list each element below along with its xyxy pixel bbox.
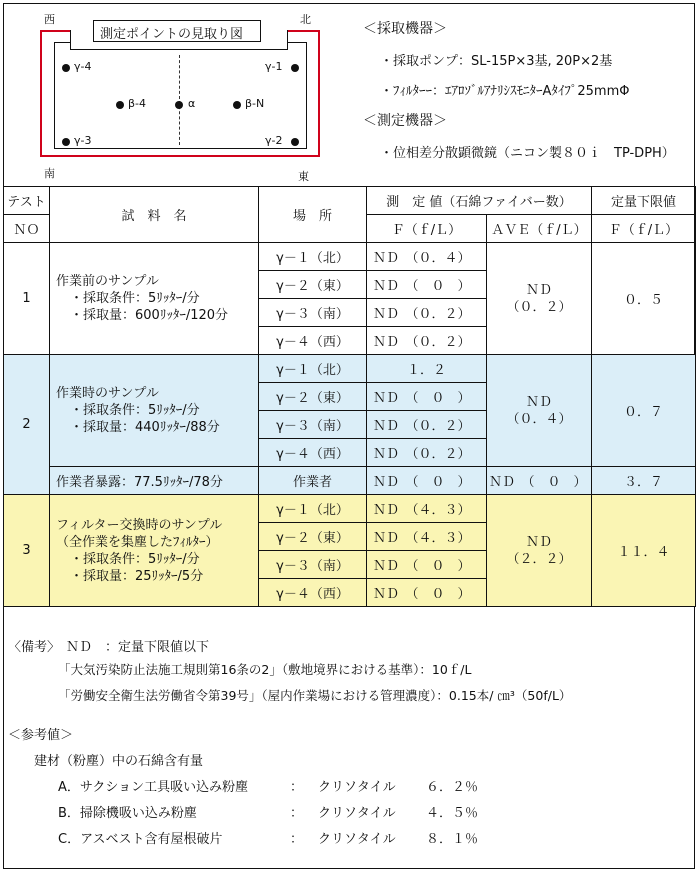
microscope-info: ・位相差分散顕微鏡（ニコン製８０ｉ TP-DPH） [380, 146, 675, 161]
header-measured-value: 測 定 値（石綿ファイバー数） [367, 187, 592, 215]
point-dot-g4 [62, 64, 70, 72]
limit-cell-2: ０．７ [592, 355, 696, 467]
place-cell: γ－４（西） [259, 579, 367, 607]
ave-value: （０．４） [506, 411, 572, 427]
sample-name-1 [50, 243, 259, 355]
place-cell: γ－３（南） [259, 551, 367, 579]
sample-title: 作業前のサンプル [56, 274, 159, 289]
table-row [4, 243, 696, 271]
worker-ave: ＮＤ （ ０ ） [487, 467, 592, 495]
ave-nd: ＮＤ [525, 534, 552, 550]
reference-label: ＜参考値＞ [8, 728, 74, 743]
building-outline [54, 42, 307, 149]
table-row [4, 495, 696, 523]
f-value-cell: ＮＤ （０．２） [367, 439, 487, 467]
f-value-cell: ＮＤ （０．２） [367, 411, 487, 439]
ref-b-value: ４．５％ [426, 806, 479, 821]
place-cell: γ－１（北） [259, 355, 367, 383]
test-no-1: 1 [4, 243, 50, 355]
header-ave: ＡＶＥ（ｆ/Ｌ） [487, 215, 592, 243]
nd-definition: ＮＤ ：定量下限値以下 [66, 640, 210, 655]
table-row [4, 355, 696, 383]
place-cell: γ－２（東） [259, 271, 367, 299]
header-place: 場 所 [259, 187, 367, 243]
place-cell: γ－２（東） [259, 383, 367, 411]
sample-volume: ・採取量：440ﾘｯﾀｰ/88分 [70, 420, 220, 435]
sample-volume: ・採取量：25ﾘｯﾀｰ/5分 [70, 568, 204, 584]
sample-condition: ・採取条件：5ﾘｯﾀｰ/分 [70, 291, 200, 306]
law-air-pollution: 「大気汚染防止法施工規則第16条の2」（敷地境界における基準）：10ｆ/L [58, 662, 472, 677]
sample-volume: ・採取量：600ﾘｯﾀｰ/120分 [70, 308, 229, 323]
point-label-g4: γ-4 [74, 60, 92, 73]
limit-cell-1: ０．５ [592, 243, 696, 355]
point-dot-b4 [116, 101, 124, 109]
worker-limit: ３．７ [592, 467, 696, 495]
place-cell: γ－４（西） [259, 327, 367, 355]
ave-nd: ＮＤ [525, 394, 552, 410]
ref-c-colon: ： [290, 832, 304, 847]
f-value-cell: ＮＤ （ ０ ） [367, 271, 487, 299]
f-value-cell: ＮＤ （０．４） [367, 243, 487, 271]
east-label: 東 [298, 170, 309, 183]
header-test: テスト [4, 187, 50, 215]
f-value-cell: ＮＤ （４．３） [367, 495, 487, 523]
center-line [179, 55, 180, 145]
sample-name-2 [50, 355, 259, 467]
header-f: Ｆ（ｆ/Ｌ） [367, 215, 487, 243]
point-label-b4: β-4 [128, 97, 146, 110]
sampling-equipment-header: ＜採取機器＞ [363, 21, 447, 37]
reference-title: 建材（粉塵）中の石綿含有量 [34, 754, 204, 769]
table-row-worker [4, 467, 696, 495]
header-limit: 定量下限値 [592, 187, 696, 215]
point-label-g1: γ-1 [265, 60, 283, 73]
f-value-cell: ＮＤ （０．２） [367, 327, 487, 355]
point-dot-bN [233, 101, 241, 109]
f-value-cell: ＮＤ （ ０ ） [367, 383, 487, 411]
point-dot-alpha [175, 101, 183, 109]
header-sample-name: 試 料 名 [50, 187, 259, 243]
worker-place: 作業者 [259, 467, 367, 495]
header-limit-unit: Ｆ（ｆ/Ｌ） [592, 215, 696, 243]
sample-title: 作業時のサンプル [56, 386, 159, 401]
sample-note: （全作業を集塵したﾌｨﾙﾀｰ） [56, 534, 219, 550]
test-no-2: 2 [4, 355, 50, 495]
ref-b-type: クリソタイル [318, 806, 396, 821]
place-cell: γ－３（南） [259, 411, 367, 439]
place-cell: γ－１（北） [259, 243, 367, 271]
ave-nd: ＮＤ [525, 282, 552, 298]
point-label-bN: β-N [245, 97, 265, 110]
sample-condition: ・採取条件：5ﾘｯﾀｰ/分 [70, 403, 200, 418]
ref-a-label: A．サクション工具吸い込み粉塵 [58, 780, 249, 795]
worker-f: ＮＤ （ ０ ） [367, 467, 487, 495]
point-dot-g3 [62, 138, 70, 146]
sample-name-3 [50, 495, 259, 607]
f-value-cell: １．２ [367, 355, 487, 383]
filter-info: ・ﾌｨﾙﾀｰｰ：ｴｱﾛｿﾞﾙｱﾅﾘｼｽﾓﾆﾀｰAﾀｲﾌﾟ25mmΦ [380, 84, 630, 99]
point-label-g3: γ-3 [74, 134, 92, 147]
south-label: 南 [44, 167, 55, 180]
ref-a-value: ６．２％ [426, 780, 479, 795]
test-no-3: 3 [4, 495, 50, 607]
place-cell: γ－４（西） [259, 439, 367, 467]
ref-a-type: クリソタイル [318, 780, 396, 795]
f-value-cell: ＮＤ （０．２） [367, 299, 487, 327]
ave-value: （０．２） [506, 299, 572, 315]
ref-c-type: クリソタイル [318, 832, 396, 847]
ref-b-colon: ： [290, 806, 304, 821]
diagram-title: 測定ポイントの見取り図 [100, 27, 244, 42]
place-cell: γ－２（東） [259, 523, 367, 551]
measurement-equipment-header: ＜測定機器＞ [363, 113, 447, 129]
ref-c-label: C．アスベスト含有屋根破片 [58, 832, 223, 847]
north-label: 北 [300, 13, 311, 26]
worker-exposure: 作業者暴露：77.5ﾘｯﾀｰ/78分 [50, 467, 259, 495]
limit-cell-3: １１．４ [592, 495, 696, 607]
place-cell: γ－１（北） [259, 495, 367, 523]
ave-cell-1 [487, 243, 592, 355]
f-value-cell: ＮＤ （４．３） [367, 523, 487, 551]
point-dot-g2 [291, 138, 299, 146]
ref-c-value: ８．１％ [426, 832, 479, 847]
f-value-cell: ＮＤ （ ０ ） [367, 551, 487, 579]
header-no: ＮＯ [4, 215, 50, 243]
measurement-table [3, 186, 696, 607]
sample-title: フィルター交換時のサンプル [56, 517, 223, 533]
f-value-cell: ＮＤ （ ０ ） [367, 579, 487, 607]
point-dot-g1 [291, 64, 299, 72]
ave-cell-3 [487, 495, 592, 607]
ave-value: （２．２） [506, 551, 572, 567]
ref-a-colon: ： [290, 780, 304, 795]
place-cell: γ－３（南） [259, 299, 367, 327]
ave-cell-2 [487, 355, 592, 467]
sample-condition: ・採取条件：5ﾘｯﾀｰ/分 [70, 551, 200, 567]
remark-label: 〈備考〉 [8, 640, 61, 655]
law-labor-safety: 「労働安全衛生法労働省令第39号」（屋内作業場における管理濃度）：0.15本/ ㎝³（50f/L） [58, 688, 572, 703]
west-label: 西 [44, 13, 55, 26]
point-label-g2: γ-2 [265, 134, 283, 147]
point-label-alpha: α [188, 97, 196, 110]
pump-info: ・採取ポンプ：SL-15P×3基, 20P×2基 [380, 54, 613, 69]
diagram-title-box [93, 20, 261, 42]
ref-b-label: B．掃除機吸い込み粉塵 [58, 806, 197, 821]
